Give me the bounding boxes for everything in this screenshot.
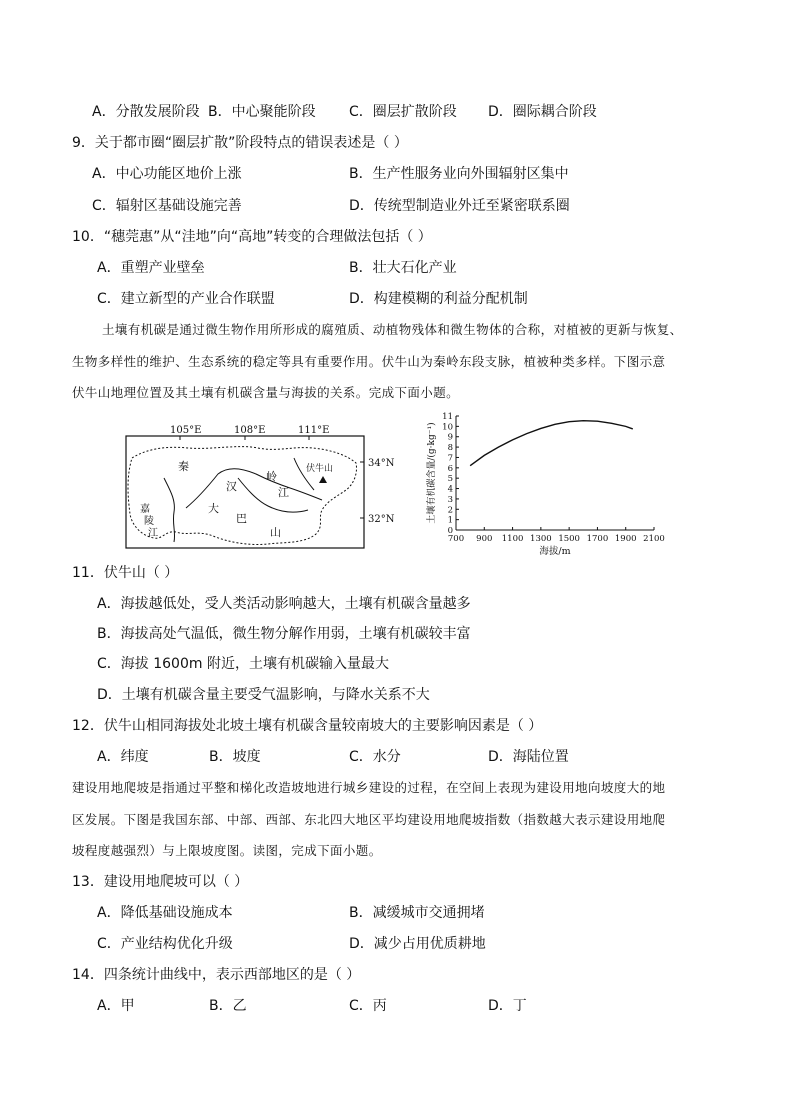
q14-option-c: C．丙: [349, 998, 387, 1014]
tributary-river-2: [294, 458, 314, 490]
y-tick-label: 8: [447, 443, 453, 454]
q10-option-d: D．构建模糊的利益分配机制: [349, 291, 528, 307]
q8-option-c: C．圈层扩散阶段: [349, 104, 457, 120]
q14-option-a: A．甲: [97, 998, 135, 1014]
q13-stem: 13．建设用地爬坡可以（ ）: [72, 874, 249, 890]
q8-option-b: B．中心聚能阶段: [208, 104, 316, 120]
q13-option-b: B．减缓城市交通拥堵: [349, 905, 485, 921]
x-tick-label: 1100: [501, 534, 524, 544]
y-tick-label: 11: [442, 412, 453, 422]
y-tick-label: 9: [447, 432, 453, 443]
y-tick-label: 2: [447, 505, 453, 516]
y-tick-label: 0: [447, 526, 453, 536]
q9-option-a: A．中心功能区地价上涨: [92, 166, 242, 182]
region-boundary: [128, 447, 357, 545]
x-axis-label: 海拔/m: [539, 546, 571, 557]
y-tick-label: 7: [447, 453, 453, 464]
q11-option-c: C．海拔 1600m 附近，土壤有机碳输入量最大: [97, 656, 389, 672]
q14-stem: 14．四条统计曲线中，表示西部地区的是（ ）: [72, 967, 361, 983]
map-label-ling: 岭: [266, 470, 277, 483]
q10-option-c: C．建立新型的产业合作联盟: [97, 291, 275, 307]
map-label-jia: 嘉: [140, 504, 150, 515]
q14-option-b: B．乙: [209, 998, 247, 1014]
x-tick-label: 1700: [586, 534, 609, 544]
map-lon-label-111: 111°E: [298, 425, 330, 436]
x-tick-label: 700: [447, 534, 465, 544]
q14-option-d: D．丁: [488, 998, 527, 1014]
q12-stem: 12．伏牛山相同海拔处北坡土壤有机碳含量较南坡大的主要影响因素是（ ）: [72, 718, 543, 734]
map-label-jiang-han: 江: [278, 486, 289, 499]
q10-option-a: A．重塑产业壁垒: [97, 260, 205, 276]
passage2-line-3: 坡程度越强烈）与上限坡度图。读图，完成下面小题。: [72, 843, 382, 858]
q11-option-a: A．海拔越低处，受人类活动影响越大，土壤有机碳含量越多: [97, 596, 471, 612]
map-frame: [126, 436, 364, 548]
map-label-shan: 山: [270, 526, 281, 539]
map-lon-label-105: 105°E: [170, 425, 202, 436]
x-tick-label: 1300: [530, 534, 552, 544]
x-tick-label: 1500: [558, 534, 580, 544]
map-label-ling2: 陵: [144, 516, 154, 527]
funiu-location-map: [118, 418, 398, 558]
passage1-line-1: 土壤有机碳是通过微生物作用所形成的腐殖质、动植物残体和微生物体的合称，对植被的更新与恢复、: [102, 322, 683, 337]
y-tick-label: 4: [447, 484, 453, 495]
soc-altitude-chart: [404, 408, 674, 558]
q13-option-a: A．降低基础设施成本: [97, 905, 233, 921]
q12-option-b: B．坡度: [209, 749, 261, 765]
map-lon-label-108: 108°E: [234, 425, 266, 436]
map-label-qin: 秦: [178, 460, 189, 473]
q8-option-d: D．圈际耦合阶段: [488, 104, 597, 120]
passage1-line-3: 伏牛山地理位置及其土壤有机碳含量与海拔的关系。完成下面小题。: [72, 385, 460, 400]
y-tick-label: 3: [447, 494, 453, 505]
map-label-han: 汉: [226, 480, 237, 493]
q10-option-b: B．壮大石化产业: [349, 260, 457, 276]
q11-stem: 11．伏牛山（ ）: [72, 565, 179, 581]
q9-option-d: D．传统型制造业外迁至紧密联系圈: [349, 198, 570, 214]
tributary-river: [238, 478, 308, 512]
map-lat-label-34: 34°N: [368, 458, 395, 469]
y-tick-label: 6: [447, 463, 453, 474]
map-label-jiang-jialing: 江: [148, 528, 158, 539]
passage1-line-2: 生物多样性的维护、生态系统的稳定等具有重要作用。伏牛山为秦岭东段支脉，植被种类多样。下图示意: [72, 354, 666, 369]
jialing-river: [164, 478, 175, 542]
q9-option-b: B．生产性服务业向外围辐射区集中: [349, 166, 569, 182]
q12-option-a: A．纬度: [97, 749, 149, 765]
funiu-mountain-marker: [319, 476, 327, 483]
passage2-line-2: 区发展。下图是我国东部、中部、西部、东北四大地区平均建设用地爬坡指数（指数越大表示建设用地爬: [72, 812, 666, 827]
map-lat-label-32: 32°N: [368, 514, 395, 525]
q11-option-b: B．海拔高处气温低，微生物分解作用弱，土壤有机碳较丰富: [97, 626, 471, 642]
q12-option-d: D．海陆位置: [488, 749, 569, 765]
q10-stem: 10．“穗莞惠”从“洼地”向“高地”转变的合理做法包括（ ）: [72, 229, 432, 245]
y-tick-label: 5: [447, 474, 453, 485]
q11-option-d: D．土壤有机碳含量主要受气温影响，与降水关系不大: [97, 687, 430, 703]
q9-option-c: C．辐射区基础设施完善: [92, 198, 242, 214]
x-tick-label: 2100: [643, 534, 665, 544]
y-axis-label: 土壤有机碳含量/(g·kg⁻¹): [427, 422, 437, 524]
q12-option-c: C．水分: [349, 749, 401, 765]
map-label-ba: 巴: [236, 512, 247, 525]
q9-stem: 9．关于都市圈“圈层扩散”阶段特点的错误表述是（ ）: [72, 135, 408, 151]
passage2-line-1: 建设用地爬坡是指通过平整和梯化改造坡地进行城乡建设的过程，在空间上表现为建设用地向坡度大的地: [72, 780, 666, 795]
series-line: [470, 421, 633, 466]
map-label-da: 大: [208, 502, 219, 515]
han-river: [186, 469, 322, 508]
map-label-funiu: 伏牛山: [306, 464, 334, 474]
y-tick-label: 1: [447, 515, 453, 526]
q13-option-d: D．减少占用优质耕地: [349, 936, 486, 952]
q13-option-c: C．产业结构优化升级: [97, 936, 233, 952]
x-tick-label: 1900: [614, 534, 637, 544]
q8-option-a: A．分散发展阶段: [92, 104, 200, 120]
y-tick-label: 10: [442, 422, 453, 433]
x-tick-label: 900: [476, 534, 493, 544]
